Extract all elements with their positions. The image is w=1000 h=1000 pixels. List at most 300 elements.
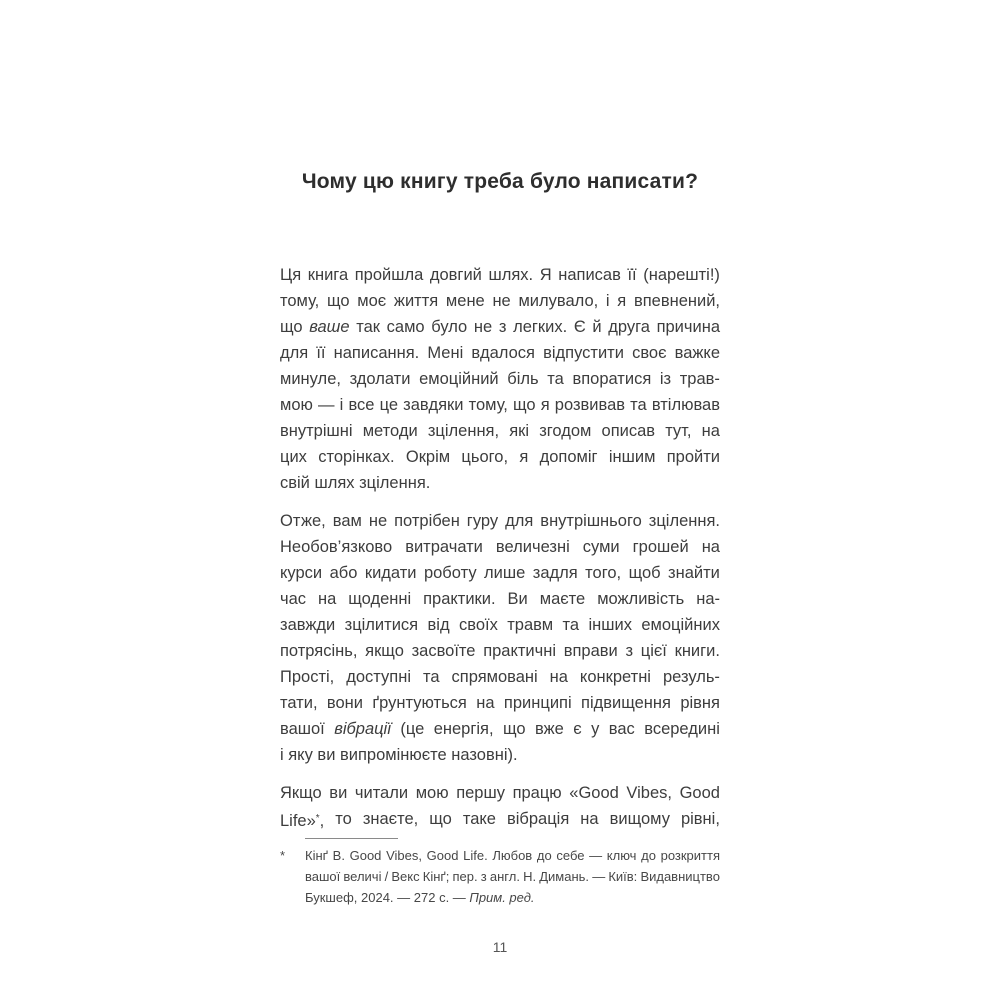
- text-run: її: [627, 266, 637, 284]
- text-run: всередині: [644, 720, 720, 738]
- word: [643, 262, 720, 288]
- text-run: підвищення: [581, 694, 671, 712]
- word: [280, 288, 319, 314]
- text-run: витрачати: [405, 538, 483, 556]
- text-run: свій шлях зцілення.: [280, 474, 431, 492]
- word: [625, 638, 633, 664]
- word: [405, 534, 483, 560]
- text-run: милувало,: [518, 292, 599, 310]
- word: [644, 716, 720, 742]
- body-text: [280, 262, 720, 844]
- text-run: на: [476, 694, 495, 712]
- text-run: —: [318, 396, 335, 414]
- word: [507, 366, 538, 392]
- text-run: завдяки: [403, 396, 464, 414]
- text-run: грошей: [632, 538, 689, 556]
- text-line: [280, 716, 720, 742]
- text-line: [280, 780, 720, 806]
- text-run: Мені: [427, 344, 464, 362]
- word: [463, 845, 488, 866]
- word: [523, 866, 536, 887]
- text-run: її: [316, 344, 326, 362]
- footnote-text: [305, 845, 720, 908]
- footnote-separator: [305, 838, 398, 839]
- text-run: Необов’язково: [280, 538, 393, 556]
- text-run: Окрім: [405, 448, 451, 466]
- word: [461, 444, 508, 470]
- word: [423, 664, 440, 690]
- word: [547, 366, 564, 392]
- word: [318, 444, 394, 470]
- text-run: було: [431, 318, 468, 336]
- text-run: розкриття: [660, 848, 720, 863]
- text-run: Good: [426, 848, 459, 863]
- text-run: тому,: [468, 396, 508, 414]
- text-run: що: [326, 292, 350, 310]
- text-run: на: [580, 810, 599, 828]
- text-run: ваше: [309, 318, 350, 336]
- text-run: Кінґ;: [422, 869, 450, 884]
- word: [592, 314, 601, 340]
- text-run: вдалося: [471, 344, 535, 362]
- word: [412, 638, 476, 664]
- text-run: практичні: [483, 642, 557, 660]
- word: [680, 690, 720, 716]
- text-run: внутрішні: [280, 422, 353, 440]
- word: [452, 664, 538, 690]
- word: [503, 716, 526, 742]
- text-run: не: [368, 512, 388, 530]
- text-line: [280, 560, 720, 586]
- word: [539, 418, 591, 444]
- word: [469, 392, 508, 418]
- text-run: гуру: [466, 512, 499, 530]
- word: [558, 262, 621, 288]
- word: [305, 845, 328, 866]
- text-run: Видавництво: [640, 869, 720, 884]
- word: [476, 690, 494, 716]
- word: [280, 508, 326, 534]
- word: [589, 845, 602, 866]
- word: [365, 638, 404, 664]
- word: [356, 314, 380, 340]
- word: [513, 780, 562, 806]
- word: [649, 508, 720, 534]
- text-run: доступні: [346, 668, 412, 686]
- word: [508, 586, 528, 612]
- text-line: [280, 534, 720, 560]
- word: [363, 806, 418, 832]
- word: [507, 806, 569, 832]
- word: [327, 690, 363, 716]
- text-run: на: [701, 422, 720, 440]
- word: [280, 806, 324, 832]
- text-run: написав: [558, 266, 621, 284]
- text-run: вас: [608, 720, 635, 738]
- word: [280, 392, 313, 418]
- text-run: першу: [456, 784, 505, 802]
- word: [334, 716, 391, 742]
- word: [280, 366, 341, 392]
- text-run: таке: [462, 810, 496, 828]
- text-run: —: [589, 848, 603, 863]
- text-run: зцілення.: [648, 512, 720, 530]
- text-line: [305, 866, 720, 887]
- word: [386, 845, 422, 866]
- word: [609, 716, 635, 742]
- text-run: —: [592, 869, 606, 884]
- text-run: причина: [656, 318, 720, 336]
- text-run: суми: [582, 538, 620, 556]
- text-run: Life.: [463, 848, 488, 863]
- text-run: величі: [343, 869, 382, 884]
- word: [488, 262, 533, 288]
- text-run: з: [625, 642, 634, 660]
- word: [483, 638, 556, 664]
- text-run: величезні: [495, 538, 570, 556]
- text-run: кидати: [364, 564, 417, 582]
- text-run: вібрації: [334, 720, 391, 738]
- word: [329, 780, 347, 806]
- word: [585, 560, 621, 586]
- word: [346, 664, 411, 690]
- text-run: Н.: [523, 869, 537, 884]
- text-run: важке: [674, 344, 720, 362]
- text-run: Vibes,: [626, 784, 672, 802]
- word: [280, 716, 325, 742]
- word: [394, 508, 460, 534]
- word: [680, 366, 720, 392]
- word: [540, 586, 586, 612]
- text-run: вже: [535, 720, 564, 738]
- word: [428, 612, 450, 638]
- word: [543, 340, 624, 366]
- word: [681, 806, 720, 832]
- word: [519, 444, 528, 470]
- text-run: на: [317, 590, 337, 608]
- word: [456, 780, 505, 806]
- word: [350, 366, 411, 392]
- word: [496, 534, 570, 560]
- text-run: вібрація: [506, 810, 570, 828]
- text-run: щоб: [628, 564, 661, 582]
- word: [400, 716, 424, 742]
- word: [550, 664, 568, 690]
- text-run: ключ: [606, 848, 637, 863]
- text-run: я: [540, 396, 550, 414]
- word: [369, 508, 387, 534]
- word: [641, 612, 720, 638]
- text-run: травм: [507, 616, 554, 634]
- word: [340, 392, 344, 418]
- text-run: тому,: [280, 292, 320, 310]
- page-number: 11: [492, 939, 508, 955]
- text-run: Кінґ: [305, 848, 328, 863]
- text-run: мене: [445, 292, 485, 310]
- text-run: засвоїте: [411, 642, 476, 660]
- word: [667, 444, 720, 470]
- word: [363, 418, 418, 444]
- text-run: я: [519, 448, 529, 466]
- text-line: [280, 612, 720, 638]
- word: [474, 314, 492, 340]
- word: [574, 314, 586, 340]
- footnote-marker: *: [280, 848, 286, 863]
- word: [663, 664, 720, 690]
- text-line: [280, 288, 720, 314]
- text-line: [280, 806, 720, 832]
- text-run: Ви: [507, 590, 528, 608]
- text-line: [280, 418, 720, 444]
- word: [280, 664, 334, 690]
- text-line: [280, 392, 720, 418]
- word: [446, 288, 485, 314]
- word: [350, 845, 382, 866]
- word: [357, 288, 386, 314]
- text-run: згодом: [539, 422, 592, 440]
- paragraph: [280, 780, 720, 832]
- word: [592, 866, 605, 887]
- text-run: емоційний: [419, 370, 499, 388]
- word: [416, 780, 449, 806]
- word: [513, 314, 567, 340]
- text-run: до: [536, 848, 552, 863]
- text-run: маєте: [539, 590, 586, 608]
- text-run: внутрішнього: [540, 512, 642, 530]
- text-line: [280, 664, 720, 690]
- word: [533, 560, 578, 586]
- text-run: конкретні: [579, 668, 651, 686]
- text-run: і: [339, 396, 344, 414]
- text-run: можливість: [597, 590, 685, 608]
- word: [507, 612, 553, 638]
- word: [583, 534, 620, 560]
- text-line: [280, 262, 720, 288]
- word: [406, 444, 450, 470]
- word: [569, 780, 619, 806]
- word: [316, 340, 325, 366]
- word: [696, 586, 720, 612]
- text-run: англ.: [489, 869, 520, 884]
- text-run: резуль-: [662, 668, 720, 686]
- text-run: пер.: [452, 869, 478, 884]
- word: [597, 586, 684, 612]
- word: [555, 392, 625, 418]
- text-run: потрібен: [394, 512, 460, 530]
- text-run: і яку ви випромінюєте назовні).: [280, 746, 518, 764]
- word: [657, 314, 720, 340]
- word: [428, 418, 499, 444]
- word: [518, 288, 598, 314]
- word: [629, 560, 661, 586]
- text-run: не: [492, 292, 511, 310]
- word: [602, 418, 656, 444]
- text-run: своє: [632, 344, 667, 362]
- word: [343, 866, 381, 887]
- word: [499, 314, 507, 340]
- text-run: того,: [585, 564, 622, 582]
- page-title: Чому цю книгу треба було написати?: [301, 170, 699, 193]
- text-run: та: [562, 616, 580, 634]
- footnote: [280, 845, 720, 908]
- text-run: все: [348, 396, 375, 414]
- word: [634, 288, 720, 314]
- word: [675, 638, 720, 664]
- word: [492, 288, 510, 314]
- word: [423, 586, 496, 612]
- text-run: це: [379, 396, 399, 414]
- text-run: впоратися: [572, 370, 652, 388]
- text-run: Прості,: [280, 668, 335, 686]
- text-run: Life»: [280, 811, 316, 830]
- text-run: само: [386, 318, 425, 336]
- text-run: від: [427, 616, 450, 634]
- word: [280, 612, 335, 638]
- text-run: що: [503, 720, 526, 738]
- word: [355, 780, 408, 806]
- text-line: [280, 638, 720, 664]
- text-run: не: [473, 318, 493, 336]
- paragraph: [280, 508, 720, 768]
- text-run: так: [356, 318, 380, 336]
- word: [429, 806, 452, 832]
- text-run: легких.: [513, 318, 568, 336]
- word: [280, 638, 357, 664]
- word: [607, 845, 637, 866]
- text-run: тут,: [665, 422, 692, 440]
- text-run: на-: [696, 590, 720, 608]
- word: [702, 418, 720, 444]
- text-run: є: [573, 720, 582, 738]
- text-run: минуле,: [280, 370, 341, 388]
- word: [318, 392, 335, 418]
- word: [318, 586, 336, 612]
- text-run: щоденні: [348, 590, 412, 608]
- word: [660, 366, 671, 392]
- text-run: цього,: [461, 448, 509, 466]
- word: [327, 288, 350, 314]
- text-run: з: [480, 869, 487, 884]
- text-run: пройшла: [354, 266, 424, 284]
- text-run: вони: [326, 694, 364, 712]
- word: [453, 866, 478, 887]
- word: [513, 392, 536, 418]
- word: [427, 340, 463, 366]
- word: [641, 638, 667, 664]
- word: [640, 866, 720, 887]
- text-run: спрямовані: [451, 668, 538, 686]
- text-run: на: [701, 538, 720, 556]
- word: [509, 418, 529, 444]
- text-run: й: [592, 318, 602, 336]
- text-run: Є: [573, 318, 586, 336]
- word: [572, 366, 651, 392]
- text-run: та: [630, 396, 647, 414]
- text-run: ,: [319, 811, 325, 830]
- text-line: [280, 508, 720, 534]
- text-run: Я: [539, 266, 552, 284]
- text-run: та: [547, 370, 564, 388]
- word: [505, 508, 533, 534]
- text-run: працю: [512, 784, 562, 802]
- word: [280, 534, 392, 560]
- word: [541, 392, 550, 418]
- word: [330, 560, 358, 586]
- text-run: завжди: [280, 616, 336, 634]
- word: [632, 340, 666, 366]
- word: [665, 418, 691, 444]
- word: [661, 845, 720, 866]
- text-run: друга: [608, 318, 650, 336]
- word: [365, 560, 417, 586]
- text-run: себе: [556, 848, 585, 863]
- word: [608, 866, 637, 887]
- word: [668, 560, 720, 586]
- text-run: із: [659, 370, 672, 388]
- text-run: знаєте,: [362, 810, 419, 828]
- text-run: на: [549, 668, 568, 686]
- text-run: іншим: [608, 448, 656, 466]
- text-run: допоміг: [539, 448, 598, 466]
- text-run: енергія,: [433, 720, 494, 738]
- text-run: Якщо: [280, 784, 322, 802]
- word: [540, 444, 598, 470]
- word: [540, 262, 552, 288]
- text-run: Good: [679, 784, 720, 802]
- text-run: Любов: [492, 848, 533, 863]
- text-run: які: [509, 422, 530, 440]
- word: [280, 418, 353, 444]
- word: [588, 612, 631, 638]
- text-run: (це: [400, 720, 425, 738]
- word: [280, 340, 308, 366]
- word: [345, 612, 419, 638]
- text-run: методи: [362, 422, 418, 440]
- word: [626, 780, 672, 806]
- text-run: описав: [601, 422, 656, 440]
- text-run: книги.: [674, 642, 720, 660]
- word: [380, 392, 398, 418]
- text-run: мою: [415, 784, 449, 802]
- text-run: цієї: [640, 642, 667, 660]
- text-run: час: [280, 590, 307, 608]
- word: [280, 586, 306, 612]
- word: [309, 314, 349, 340]
- word: [609, 444, 656, 470]
- word: [423, 866, 450, 887]
- paragraph: [280, 262, 720, 496]
- text-line: [280, 340, 720, 366]
- text-run: написання.: [333, 344, 420, 362]
- text-run: і: [605, 292, 610, 310]
- text-run: «Good: [569, 784, 619, 802]
- text-run: Київ:: [608, 869, 638, 884]
- text-line: [280, 366, 720, 392]
- text-run: мою: [280, 396, 313, 414]
- text-run: сторінках.: [318, 448, 395, 466]
- text-run: вашої: [280, 720, 325, 738]
- word: [387, 314, 425, 340]
- text-run: розвивав: [554, 396, 626, 414]
- word: [617, 288, 626, 314]
- word: [608, 314, 650, 340]
- word: [581, 690, 671, 716]
- word: [348, 586, 411, 612]
- text-run: зцілитися: [344, 616, 419, 634]
- word: [280, 690, 318, 716]
- text-run: Ця: [280, 266, 302, 284]
- text-run: книга: [307, 266, 349, 284]
